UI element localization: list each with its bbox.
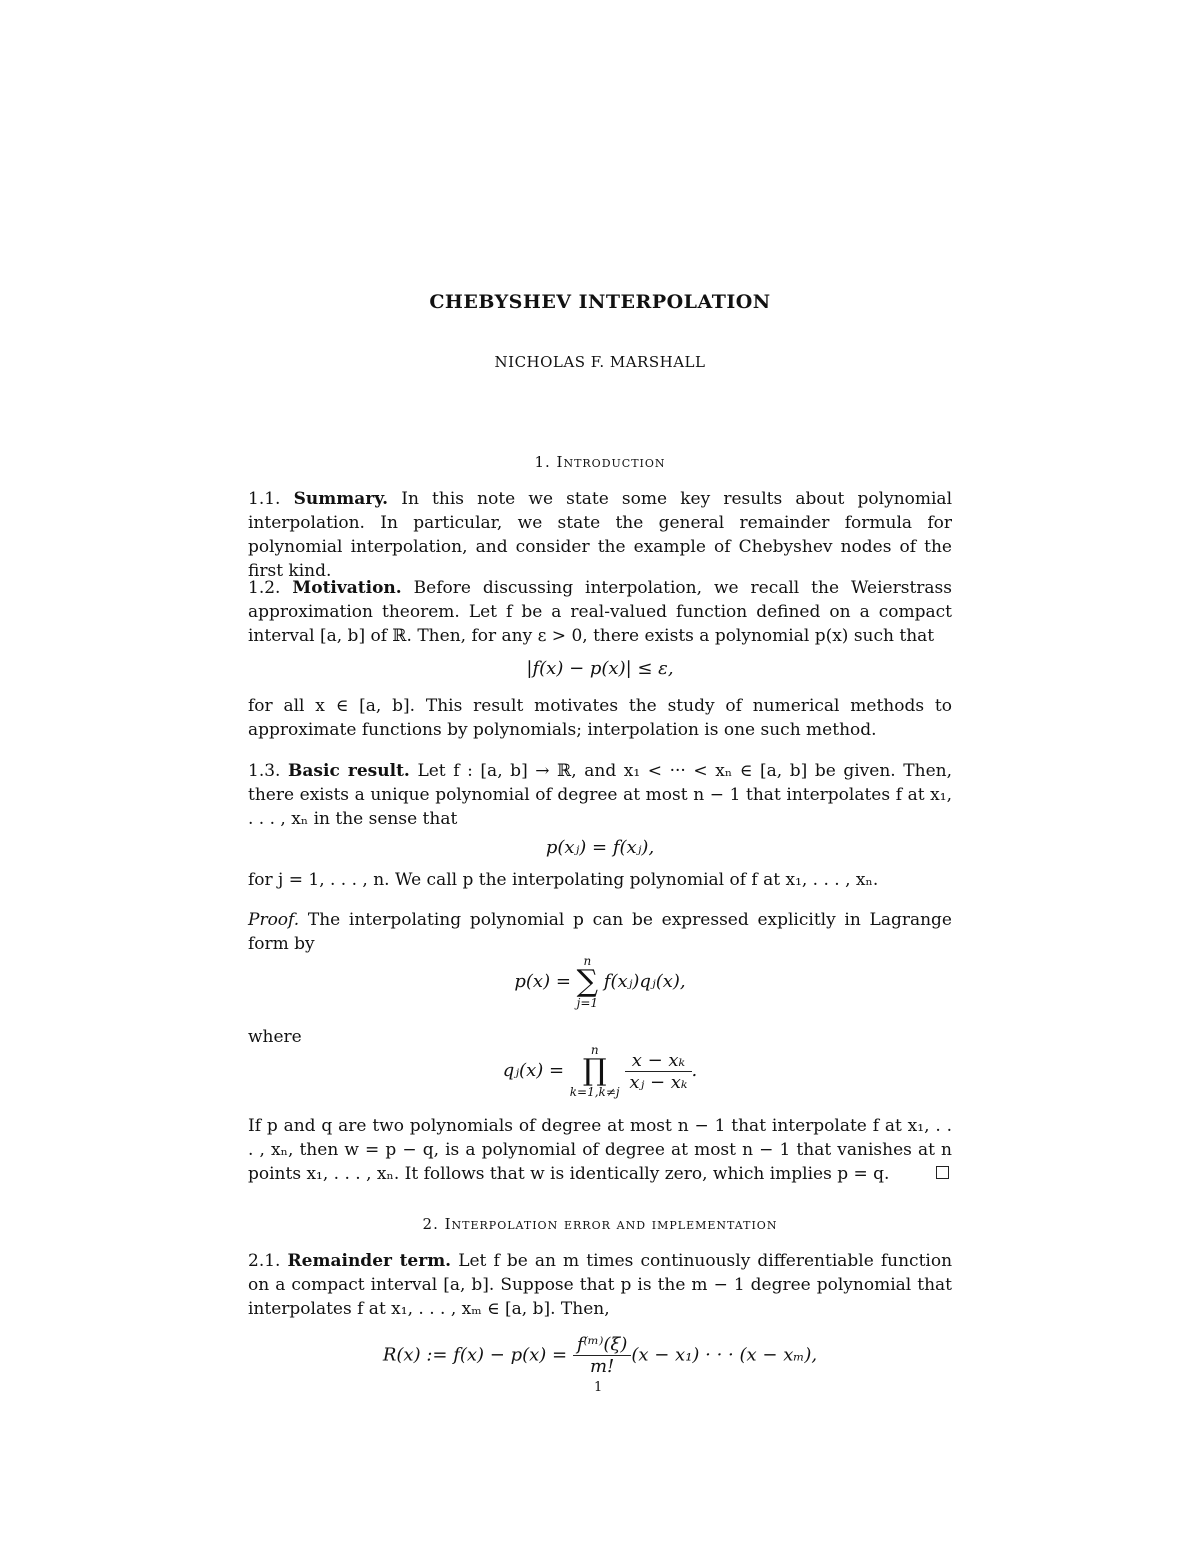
paragraph-motivation-continued: for all x ∈ [a, b]. This result motivates the study of numerical methods to approximate functions by polynomials; interpolation is one such method.: [248, 696, 952, 740]
equation-weierstrass: |f(x) − p(x)| ≤ ε,: [526, 658, 674, 679]
paragraph-summary: [248, 487, 952, 583]
paragraph-text: Let f be an m times continuously differentiable function on a compact interval [a, b]. Suppose that p is the m − 1 degree polynomial that interpolates f at x₁, . . . , xₘ ∈ [a, b]. Then,: [248, 1251, 953, 1319]
summation-operator: [577, 955, 598, 1009]
sigma-symbol: ∑: [576, 964, 599, 999]
equation-end: .: [691, 1060, 698, 1081]
fraction: [573, 1334, 632, 1377]
pi-symbol: ∏: [582, 1053, 607, 1088]
qed-square-icon: [936, 1166, 949, 1179]
equation-lhs: p(x) =: [514, 971, 571, 992]
paragraph-number: 1.1.: [248, 489, 281, 509]
proof-text: The interpolating polynomial p can be expressed explicitly in Lagrange form by: [248, 910, 952, 954]
paragraph-motivation: [248, 576, 952, 648]
paragraph-label: Basic result.: [288, 761, 410, 781]
equation-lhs: R(x) := f(x) − p(x) =: [382, 1344, 568, 1366]
page-number: 1: [594, 1380, 603, 1395]
author-name: NICHOLAS F. MARSHALL: [494, 353, 706, 371]
proof-conclusion: If p and q are two polynomials of degree at most n − 1 that interpolate f at x₁, . . . , xₙ, then w = p − q, is a polynomial of degree at most n − 1 that vanishes at n points x₁, . . . , xₙ. It follows that w is identically zero, which implies p = q.: [248, 1116, 952, 1184]
paragraph-basic-result-continued: for j = 1, . . . , n. We call p the interpolating polynomial of f at x₁, . . . , xₙ.: [248, 870, 879, 890]
paragraph-number: 2.1.: [248, 1251, 281, 1271]
equation-interpolation-condition: p(xⱼ) = f(xⱼ),: [545, 837, 655, 858]
section-heading-introduction: 1. Introduction: [534, 453, 666, 471]
equation-rhs: f(xⱼ)qⱼ(x),: [603, 971, 686, 992]
fraction-numerator: f⁽ᵐ⁾(ξ): [573, 1334, 632, 1356]
section-heading-interpolation-error: 2. Interpolation error and implementation: [422, 1215, 778, 1233]
paragraph-label: Remainder term.: [287, 1251, 452, 1271]
fraction: [625, 1050, 691, 1093]
paragraph-number: 1.3.: [248, 761, 281, 781]
paragraph-text: In this note we state some key results about polynomial interpolation. In particular, we state the general remainder formula for polynomial interpolation, and consider the example of Chebyshev nodes of the first kind.: [248, 489, 953, 581]
paragraph-text: Before discussing interpolation, we recall the Weierstrass approximation theorem. Let f be a real-valued function defined on a compact interval [a, b] of ℝ. Then, for any ε > 0, there exists a polynomial p(x) such that: [248, 578, 953, 646]
sum-lower-limit: j=1: [576, 996, 599, 1010]
equation-lhs: qⱼ(x) =: [502, 1060, 565, 1081]
fraction-numerator: x − xₖ: [625, 1050, 691, 1072]
proof-label: Proof.: [248, 910, 300, 930]
product-operator: [570, 1044, 620, 1098]
paragraph-text: Let f : [a, b] → ℝ, and x₁ < ··· < xₙ ∈ [a, b] be given. Then, there exists a unique polynomial of degree at most n − 1 that interpolates f at x₁, . . . , xₙ in the sense that: [248, 761, 952, 829]
paper-title: CHEBYSHEV INTERPOLATION: [429, 291, 771, 313]
equation-lagrange-basis: [0, 1044, 1200, 1098]
paragraph-label: Motivation.: [292, 578, 402, 598]
equation-rhs: (x − x₁) · · · (x − xₘ),: [631, 1344, 818, 1366]
paragraph-label: Summary.: [293, 489, 389, 509]
paragraph-basic-result: [248, 759, 952, 831]
proof-paragraph: [248, 908, 952, 956]
equation-lagrange-form: [0, 955, 1200, 1009]
product-upper-limit: n: [590, 1043, 599, 1057]
where-text: where: [248, 1027, 302, 1047]
equation-remainder-formula: [0, 1334, 1200, 1377]
fraction-denominator: xⱼ − xₖ: [629, 1071, 688, 1093]
paragraph-number: 1.2.: [248, 578, 281, 598]
paragraph-remainder-term: [248, 1249, 952, 1321]
fraction-denominator: m!: [589, 1356, 615, 1377]
sum-upper-limit: n: [583, 954, 592, 968]
product-lower-limit: k=1,k≠j: [569, 1085, 620, 1099]
